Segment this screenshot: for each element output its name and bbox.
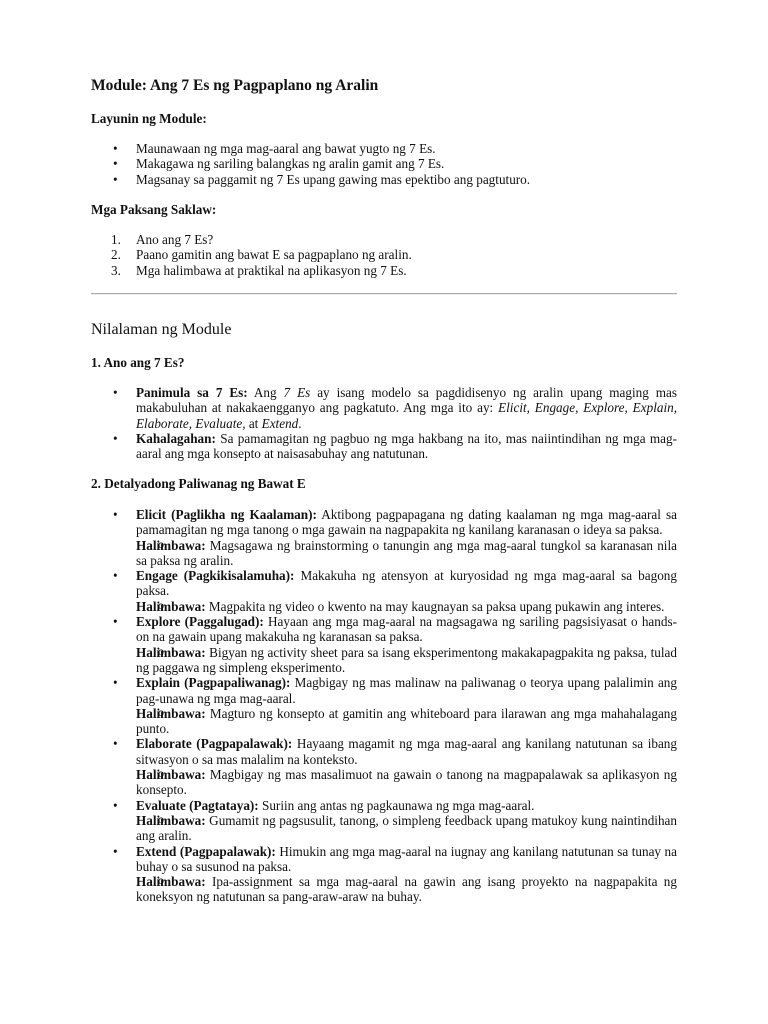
example-item	[91, 538, 677, 569]
phase-text: Hayaang magamit ng mga mag-aaral ang kanilang natutunan sa ibang sitwasyon o sa mas malalim na konteksto.	[136, 736, 677, 767]
phase-text: Makakuha ng atensyon at kuryosidad ng mga mag-aaral sa bagong paksa.	[136, 568, 677, 599]
phase-label: Elicit (Paglikha ng Kaalaman):	[136, 507, 317, 522]
intro-text: .	[298, 415, 302, 431]
topic-item	[91, 263, 677, 278]
example-item	[91, 645, 677, 676]
module-title: Module: Ang 7 Es ng Pagpaplano ng Aralin	[91, 77, 379, 94]
objectives-list	[91, 141, 677, 187]
objective-item: • Magsanay sa paggamit ng 7 Es upang gawing mas epektibo ang pagtuturo.	[91, 172, 677, 187]
example-text: Magpakita ng video o kwento na may kaugnayan sa paksa upang pukawin ang interes.	[205, 598, 665, 614]
example-label: Halimbawa:	[136, 767, 206, 783]
topic-item	[91, 247, 677, 262]
topic-number: 3.	[111, 262, 121, 278]
section2-heading: 2. Detalyadong Paliwanag ng Bawat E	[91, 476, 306, 491]
objectives-heading: Layunin ng Module:	[91, 111, 207, 126]
section2-list	[91, 507, 677, 905]
phase-label: Explain (Pagpapaliwanag):	[136, 675, 291, 691]
phase-item	[91, 614, 677, 645]
intro-label: Panimula sa 7 Es:	[136, 385, 248, 400]
objective-item: • Makagawa ng sariling balangkas ng aralin gamit ang 7 Es.	[91, 156, 677, 171]
example-item	[91, 706, 677, 737]
phase-text: Magbigay ng mas malinaw na paliwanag o teorya upang palalimin ang pag-unawa ng mga mag-aaral.	[136, 675, 677, 706]
example-label: Halimbawa:	[136, 598, 206, 614]
topic-text: Ano ang 7 Es?	[136, 232, 214, 247]
phase-label: Extend (Pagpapalawak):	[136, 843, 276, 859]
phase-text: Hayaan ang mga mag-aaral na magsagawa ng sariling pagsisiyasat o hands-on na gawain upang makakuha ng karanasan sa paksa.	[136, 614, 678, 645]
intro-phase-list: Elicit, Engage, Explore, Explain, Elaborate, Evaluate,	[136, 400, 678, 431]
example-text: Magbigay ng mas masalimuot na gawain o tanong na magpapalawak sa aplikasyon ng konsepto.	[136, 767, 677, 798]
phase-label: Evaluate (Pagtataya):	[136, 797, 259, 813]
topic-number: 1.	[111, 232, 121, 247]
phase-item	[91, 798, 677, 813]
phase-item	[91, 844, 677, 875]
intro-text: Ang	[253, 385, 284, 400]
phase-item	[91, 568, 677, 599]
importance-item	[91, 431, 677, 462]
topic-text: Paano gamitin ang bawat E sa pagpaplano ng aralin.	[136, 247, 412, 263]
content-heading: Nilalaman ng Module	[91, 321, 232, 338]
importance-label: Kahalagahan:	[136, 430, 216, 446]
topic-number: 2.	[111, 247, 121, 263]
phase-label: Explore (Paggalugad):	[136, 614, 264, 630]
example-text: Magsagawa ng brainstorming o tanungin ang mga mag-aaral tungkol sa karanasan nila sa paksa ng aralin.	[136, 537, 677, 568]
intro-text: ay isang modelo sa pagdidisenyo ng aralin upang maging mas makabuluhan at nakakaengganyo ang pagkatuto. Ang mga ito ay:	[136, 385, 677, 416]
example-text: Ipa-assignment sa mga mag-aaral na gawin ang isang proyekto na nagpapakita ng koneksyon ng natutunan sa pang-araw-araw na buhay.	[136, 874, 677, 905]
intro-text: at	[245, 415, 262, 431]
topics-list	[91, 232, 677, 278]
intro-emphasis: 7 Es	[283, 385, 311, 400]
horizontal-divider	[91, 293, 677, 295]
topic-item	[91, 232, 677, 247]
phase-text: Aktibong pagpapagana ng dating kaalaman ng mga mag-aaral sa pamamagitan ng mga tanong o mga gawain na nagpapakita ng kanilang karanasan o ideya sa paksa.	[136, 507, 677, 538]
topic-text: Mga halimbawa at praktikal na aplikasyon ng 7 Es.	[136, 262, 407, 278]
phase-item	[91, 736, 677, 767]
example-label: Halimbawa:	[136, 812, 206, 828]
objective-item: • Maunawaan ng mga mag-aaral ang bawat yugto ng 7 Es.	[91, 141, 677, 156]
example-label: Halimbawa:	[136, 874, 206, 890]
phase-item	[91, 507, 677, 538]
phase-text: Suriin ang antas ng pagkaunawa ng mga mag-aaral.	[258, 797, 535, 813]
example-item	[91, 767, 677, 798]
example-item	[91, 874, 677, 905]
phase-item	[91, 675, 677, 706]
example-text: Gumamit ng pagsusulit, tanong, o simpleng feedback upang matukoy kung naintindihan ang aralin.	[136, 812, 677, 844]
intro-phase-last: Extend	[261, 415, 299, 431]
phase-label: Elaborate (Pagpapalawak):	[136, 736, 293, 752]
section1-list	[91, 385, 677, 461]
example-item	[91, 599, 677, 614]
example-text: Bigyan ng activity sheet para sa isang eksperimentong makakapagpakita ng paksa, tulad ng paggawa ng simpleng eksperimento.	[136, 644, 677, 675]
example-item	[91, 813, 677, 844]
phase-text: Himukin ang mga mag-aaral na iugnay ang kanilang natutunan sa tunay na buhay o sa susunod na paksa.	[136, 843, 677, 874]
example-text: Magturo ng konsepto at gamitin ang whiteboard para ilarawan ang mga mahahalagang punto.	[136, 705, 677, 737]
section1-heading: 1. Ano ang 7 Es?	[91, 355, 185, 370]
importance-text: Sa pamamagitan ng pagbuo ng mga hakbang na ito, mas naiintindihan ng mga mag-aaral ang mga konsepto at naisasabuhay ang natutunan.	[136, 430, 677, 462]
intro-item	[91, 385, 677, 431]
phase-label: Engage (Pagkikisalamuha):	[136, 568, 295, 584]
example-label: Halimbawa:	[136, 705, 206, 721]
topics-heading: Mga Paksang Saklaw:	[91, 202, 217, 217]
example-label: Halimbawa:	[136, 537, 206, 553]
example-label: Halimbawa:	[136, 644, 206, 660]
